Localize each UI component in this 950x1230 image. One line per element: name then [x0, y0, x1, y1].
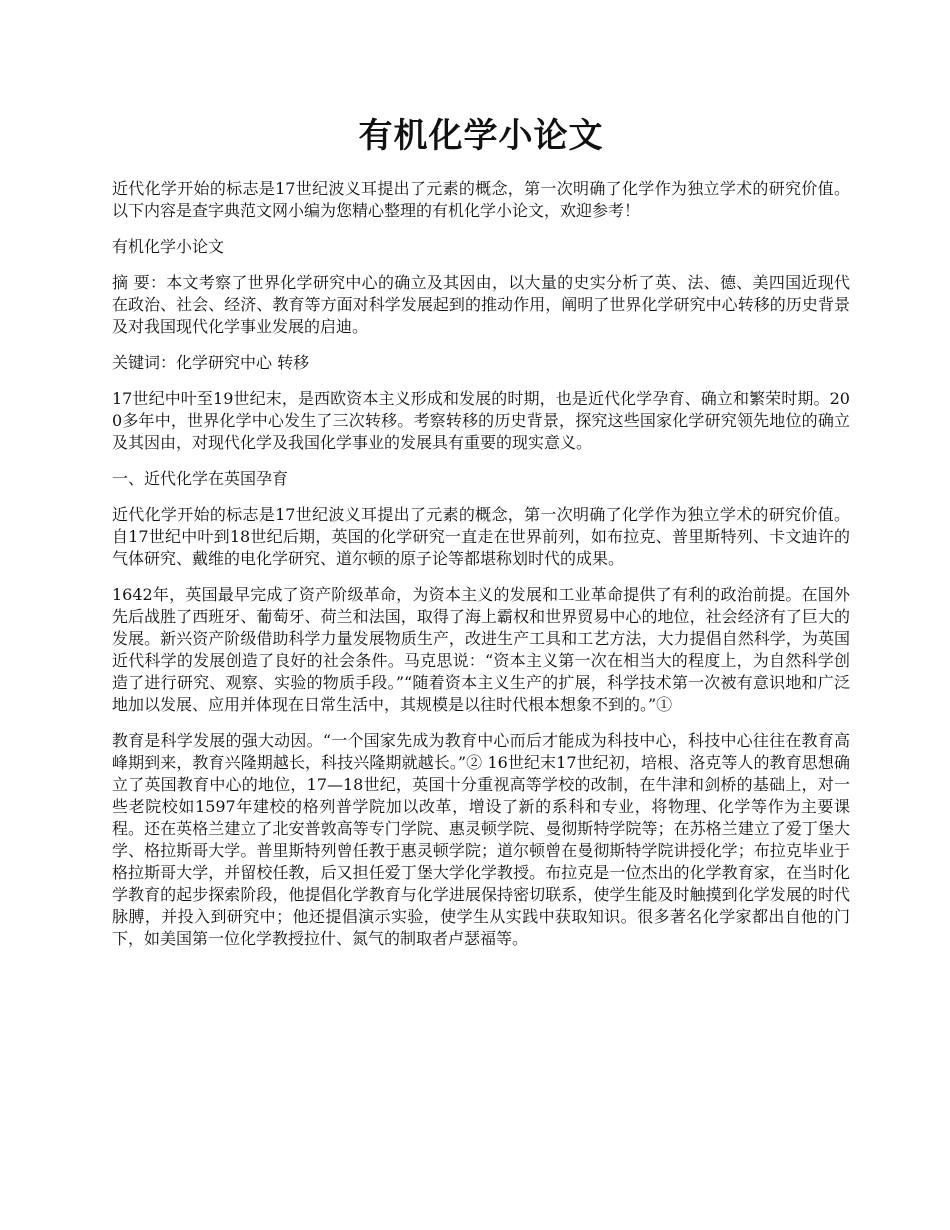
- body-paragraph: 教育是科学发展的强大动因。“一个国家先成为教育中心而后才能成为科技中心，科技中心往往在教育高峰期到来，教育兴隆期越长，科技兴隆期就越长。”② 16世纪末17世纪初，培根、洛克等人的教育思想确立了英国教育中心的地位，17—18世纪，英国十分重视高等学校的改制，在牛津和剑桥的基础上，对一些老院校如1597年建校的格列普学院加以改革，增设了新的系科和专业，将物理、化学等作为主要课程。还在英格兰建立了北安普敦高等专门学院、惠灵顿学院、曼彻斯特学院等；在苏格兰建立了爱丁堡大学、格拉斯哥大学。普里斯特列曾任教于惠灵顿学院；道尔顿曾在曼彻斯特学院讲授化学；布拉克毕业于格拉斯哥大学，并留校任教，后又担任爱丁堡大学化学教授。布拉克是一位杰出的化学教育家，在当时化学教育的起步探索阶段，他提倡化学教育与化学进展保持密切联系，使学生能及时触摸到化学发展的时代脉膊，并投入到研究中；他还提倡演示实验，使学生从实践中获取知识。很多著名化学家都出自他的门下，如美国第一位化学教授拉什、氮气的制取者卢瑟福等。: [112, 731, 850, 948]
- body-paragraph: 17世纪中叶至19世纪末，是西欧资本主义形成和发展的时期，也是近代化学孕育、确立和繁荣时期。200多年中，世界化学中心发生了三次转移。考察转移的历史背景，探究这些国家化学研究领先地位的确立及其因由，对现代化学及我国化学事业的发展具有重要的现实意义。: [112, 389, 850, 452]
- body-paragraph: 1642年，英国最早完成了资产阶级革命，为资本主义的发展和工业革命提供了有利的政治前提。在国外先后战胜了西班牙、葡萄牙、荷兰和法国，取得了海上霸权和世界贸易中心的地位，社会经济有了巨大的发展。新兴资产阶级借助科学力量发展物质生产，改进生产工具和工艺方法，大力提倡自然科学，为英国近代科学的发展创造了良好的社会条件。马克思说：“资本主义第一次在相当大的程度上，为自然科学创造了进行研究、观察、实验的物质手段。”“随着资本主义生产的扩展，科学技术第一次被有意识地和广泛地加以发展、应用并体现在日常生活中，其规模是以往时代根本想象不到的。”①: [112, 585, 850, 714]
- keywords-paragraph: 关键词：化学研究中心 转移: [112, 353, 310, 372]
- subtitle-paragraph: 有机化学小论文: [112, 237, 225, 256]
- document-page: [112, 108, 850, 964]
- section-heading: 一、近代化学在英国孕育: [112, 469, 289, 488]
- page-title: 有机化学小论文: [358, 116, 604, 156]
- body-paragraph: 近代化学开始的标志是17世纪波义耳提出了元素的概念，第一次明确了化学作为独立学术的研究价值。自17世纪中叶到18世纪后期，英国的化学研究一直走在世界前列，如布拉克、普里斯特列、卡文迪许的气体研究、戴维的电化学研究、道尔顿的原子论等都堪称划时代的成果。: [112, 505, 850, 568]
- intro-paragraph: 近代化学开始的标志是17世纪波义耳提出了元素的概念，第一次明确了化学作为独立学术的研究价值。以下内容是查字典范文网小编为您精心整理的有机化学小论文，欢迎参考！: [112, 179, 850, 220]
- abstract-paragraph: 摘 要：本文考察了世界化学研究中心的确立及其因由，以大量的史实分析了英、法、德、美四国近现代在政治、社会、经济、教育等方面对科学发展起到的推动作用，阐明了世界化学研究中心转移的历史背景及对我国现代化学事业发展的启迪。: [112, 273, 850, 336]
